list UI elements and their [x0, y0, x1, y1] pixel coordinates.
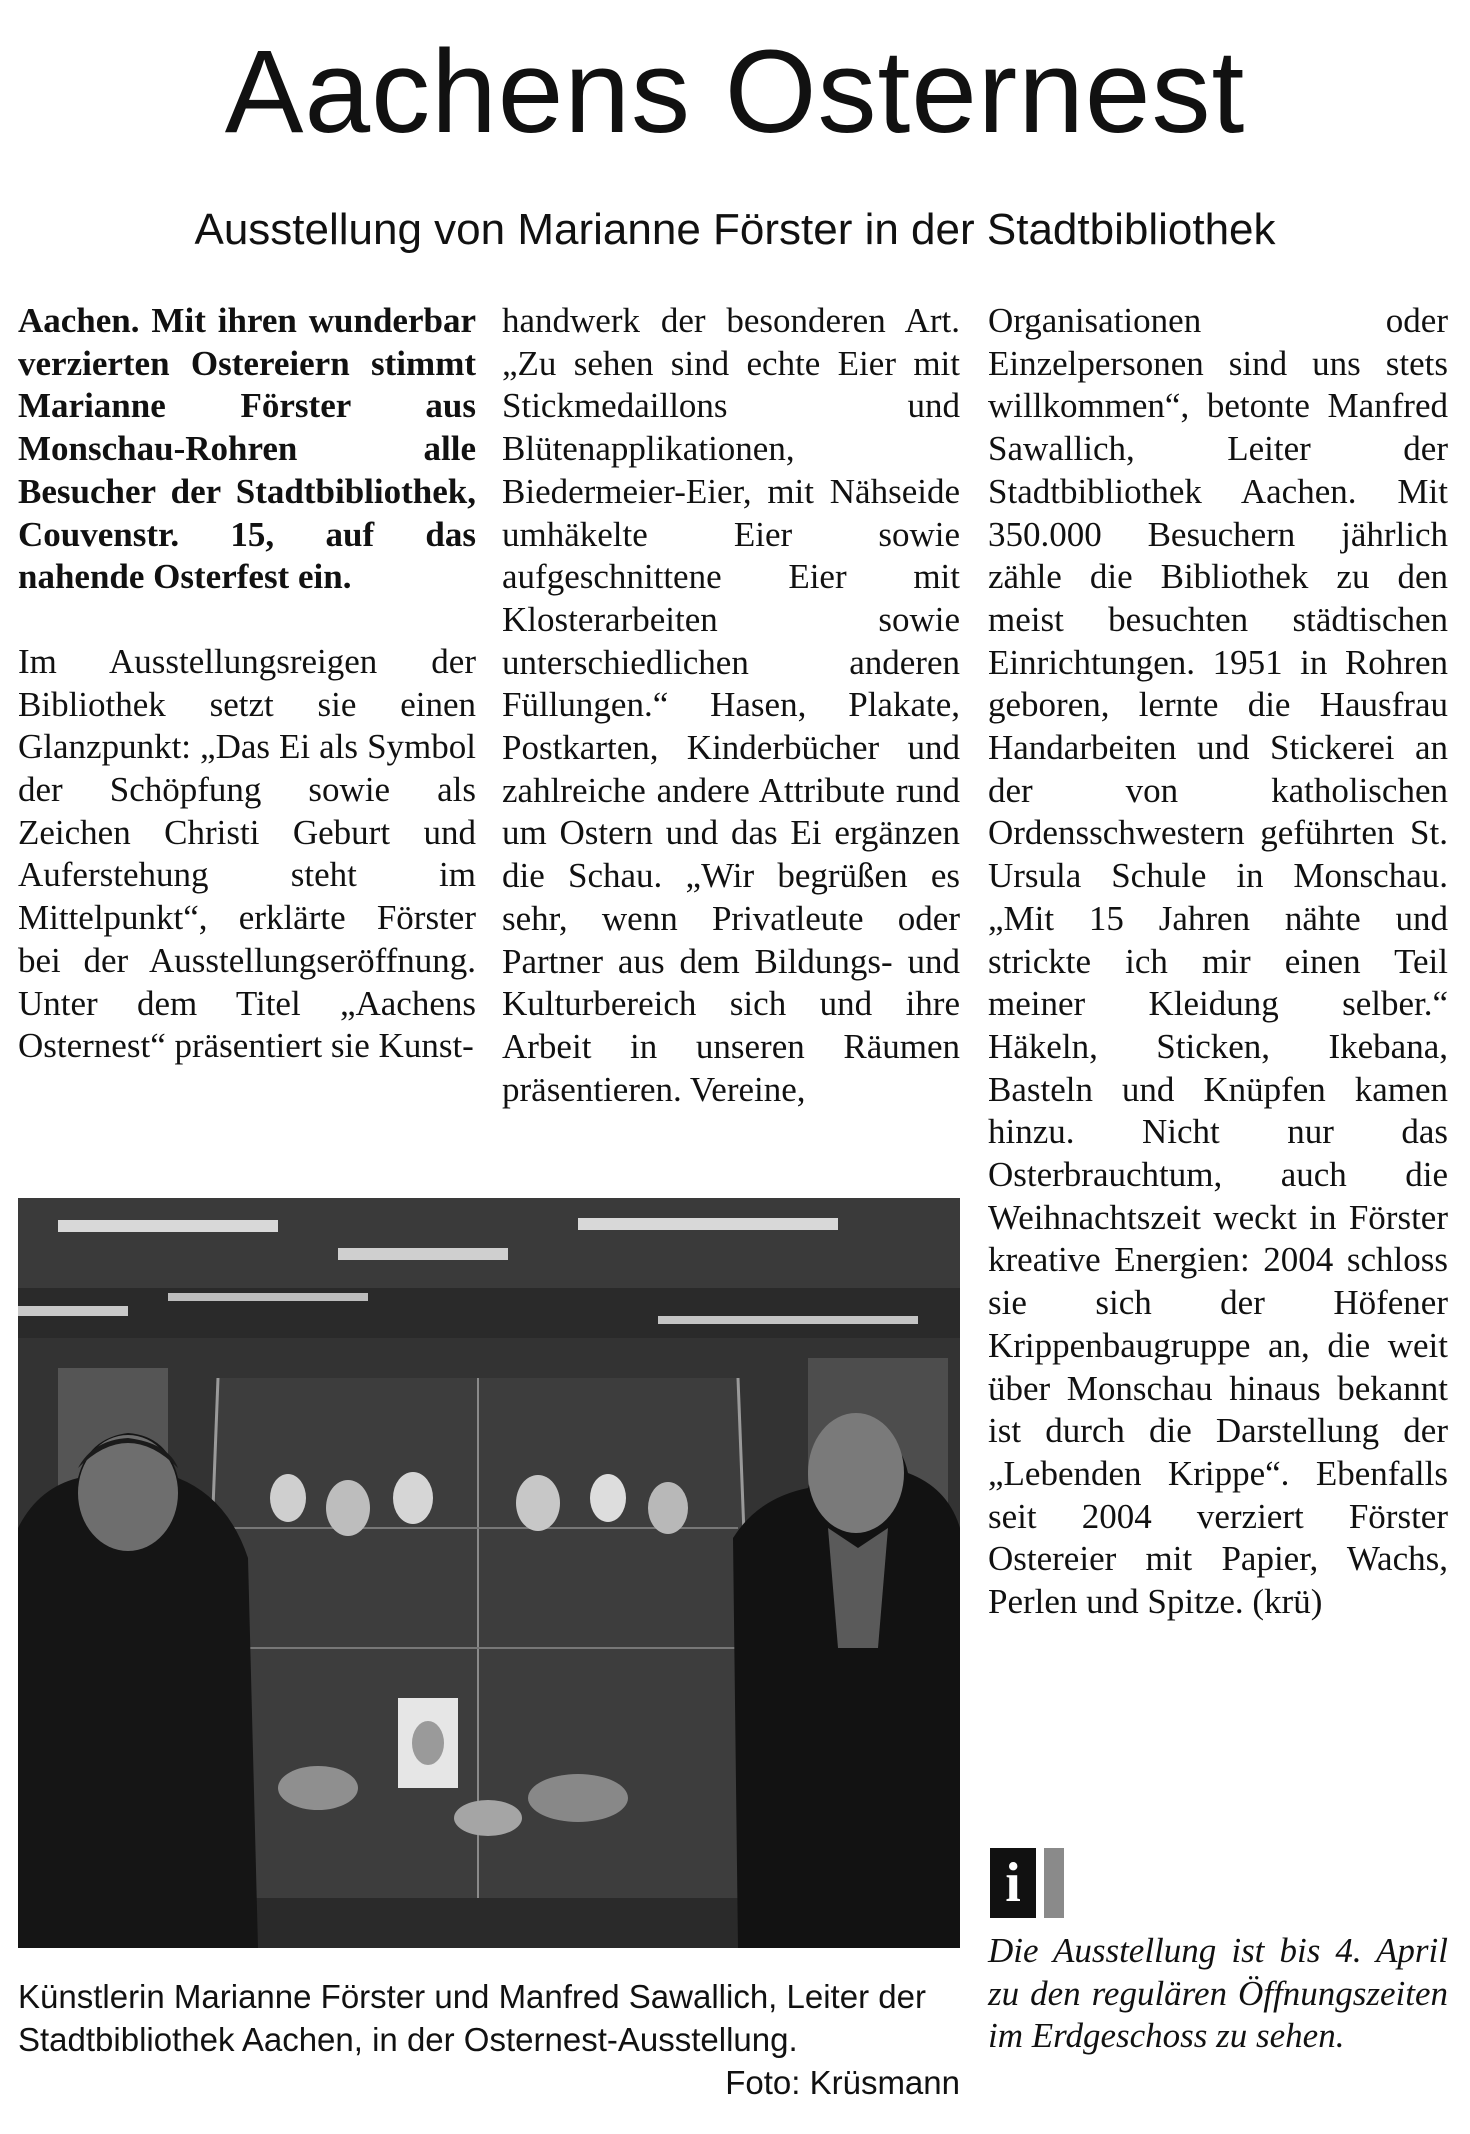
body-paragraph: handwerk der besonderen Art. „Zu sehen sind echte Eier mit Stickmedaillons und Blütenapplikationen, Biedermeier-Eier, mit Nähseide umhäkelte Eier sowie aufgeschnittene Eier mit Klosterarbeiten sowie unterschiedlichen anderen Füllungen.“ Hasen, Plakate, Postkarten, Kinderbücher und zahlreiche andere Attribute rund um Ostern und das Ei ergänzen die Schau. „Wir begrüßen es sehr, wenn Privatleute oder Partner aus dem Bildungs- und Kulturbereich sich und ihre Arbeit in unseren Räumen präsentieren. Vereine, [502, 301, 960, 1109]
headline: Aachens Osternest [224, 26, 1246, 158]
caption-text: Künstlerin Marianne Förster und Manfred Sawallich, Leiter der Stadtbibliothek Aachen, in der Osternest-Ausstellung. [18, 1978, 926, 2058]
article-column-1 [18, 300, 476, 1068]
subheadline: Ausstellung von Marianne Förster in der Stadtbibliothek [194, 205, 1276, 254]
info-icon: i [990, 1848, 1036, 1918]
body-paragraph: Im Ausstellungsreigen der Bibliothek setzt sie einen Glanzpunkt: „Das Ei als Symbol der Schöpfung sowie als Zeichen Christi Geburt und Auferstehung steht im Mittelpunkt“, erklärte Förster bei der Ausstellungseröffnung. Unter dem Titel „Aachens Osternest“ präsentiert sie Kunst- [18, 641, 476, 1066]
body-paragraph: Organisationen oder Einzelpersonen sind uns stets willkommen“, betonte Manfred Sawallich, Leiter der Stadtbibliothek Aachen. Mit 350.000 Besuchern jährlich zähle die Bibliothek zu den meist besuchten städtischen Einrichtungen. 1951 in Rohren geboren, lernte die Hausfrau Handarbeiten und Stickerei an der von katholischen Ordensschwestern geführten St. Ursula Schule in Monschau. „Mit 15 Jahren nähte und strickte ich mir einen Teil meiner Kleidung selber.“ Häkeln, Sticken, Ikebana, Basteln und Knüpfen kamen hinzu. Nicht nur das Osterbrauchtum, auch die Weihnachtszeit weckt in Förster kreative Energien: 2004 schloss sie sich der Höfener Krippenbaugruppe an, die weit über Monschau hinaus bekannt ist durch die Darstellung der „Lebenden Krippe“. Ebenfalls seit 2004 verziert Förster Ostereier mit Papier, Wachs, Perlen und Spitze. (krü) [988, 301, 1448, 1622]
lead-paragraph: Aachen. Mit ihren wunderbar verzierten Ostereiern stimmt Marianne Förster aus Monschau-Rohren alle Besucher der Stadtbibliothek, Couvenstr. 15, auf das nahende Osterfest ein. [18, 301, 476, 597]
photo-caption [18, 1975, 960, 2104]
photo-credit: Foto: Krüsmann [725, 2064, 960, 2101]
article-column-3 [988, 300, 1448, 1624]
info-bar-decoration [1044, 1848, 1064, 1918]
info-box [990, 1848, 1070, 1918]
exhibition-photo [18, 1198, 960, 1948]
info-text: Die Ausstellung ist bis 4. April zu den regulären Öffnungszeiten im Erdgeschoss zu sehen. [988, 1931, 1448, 2056]
article-column-2 [502, 300, 960, 1111]
